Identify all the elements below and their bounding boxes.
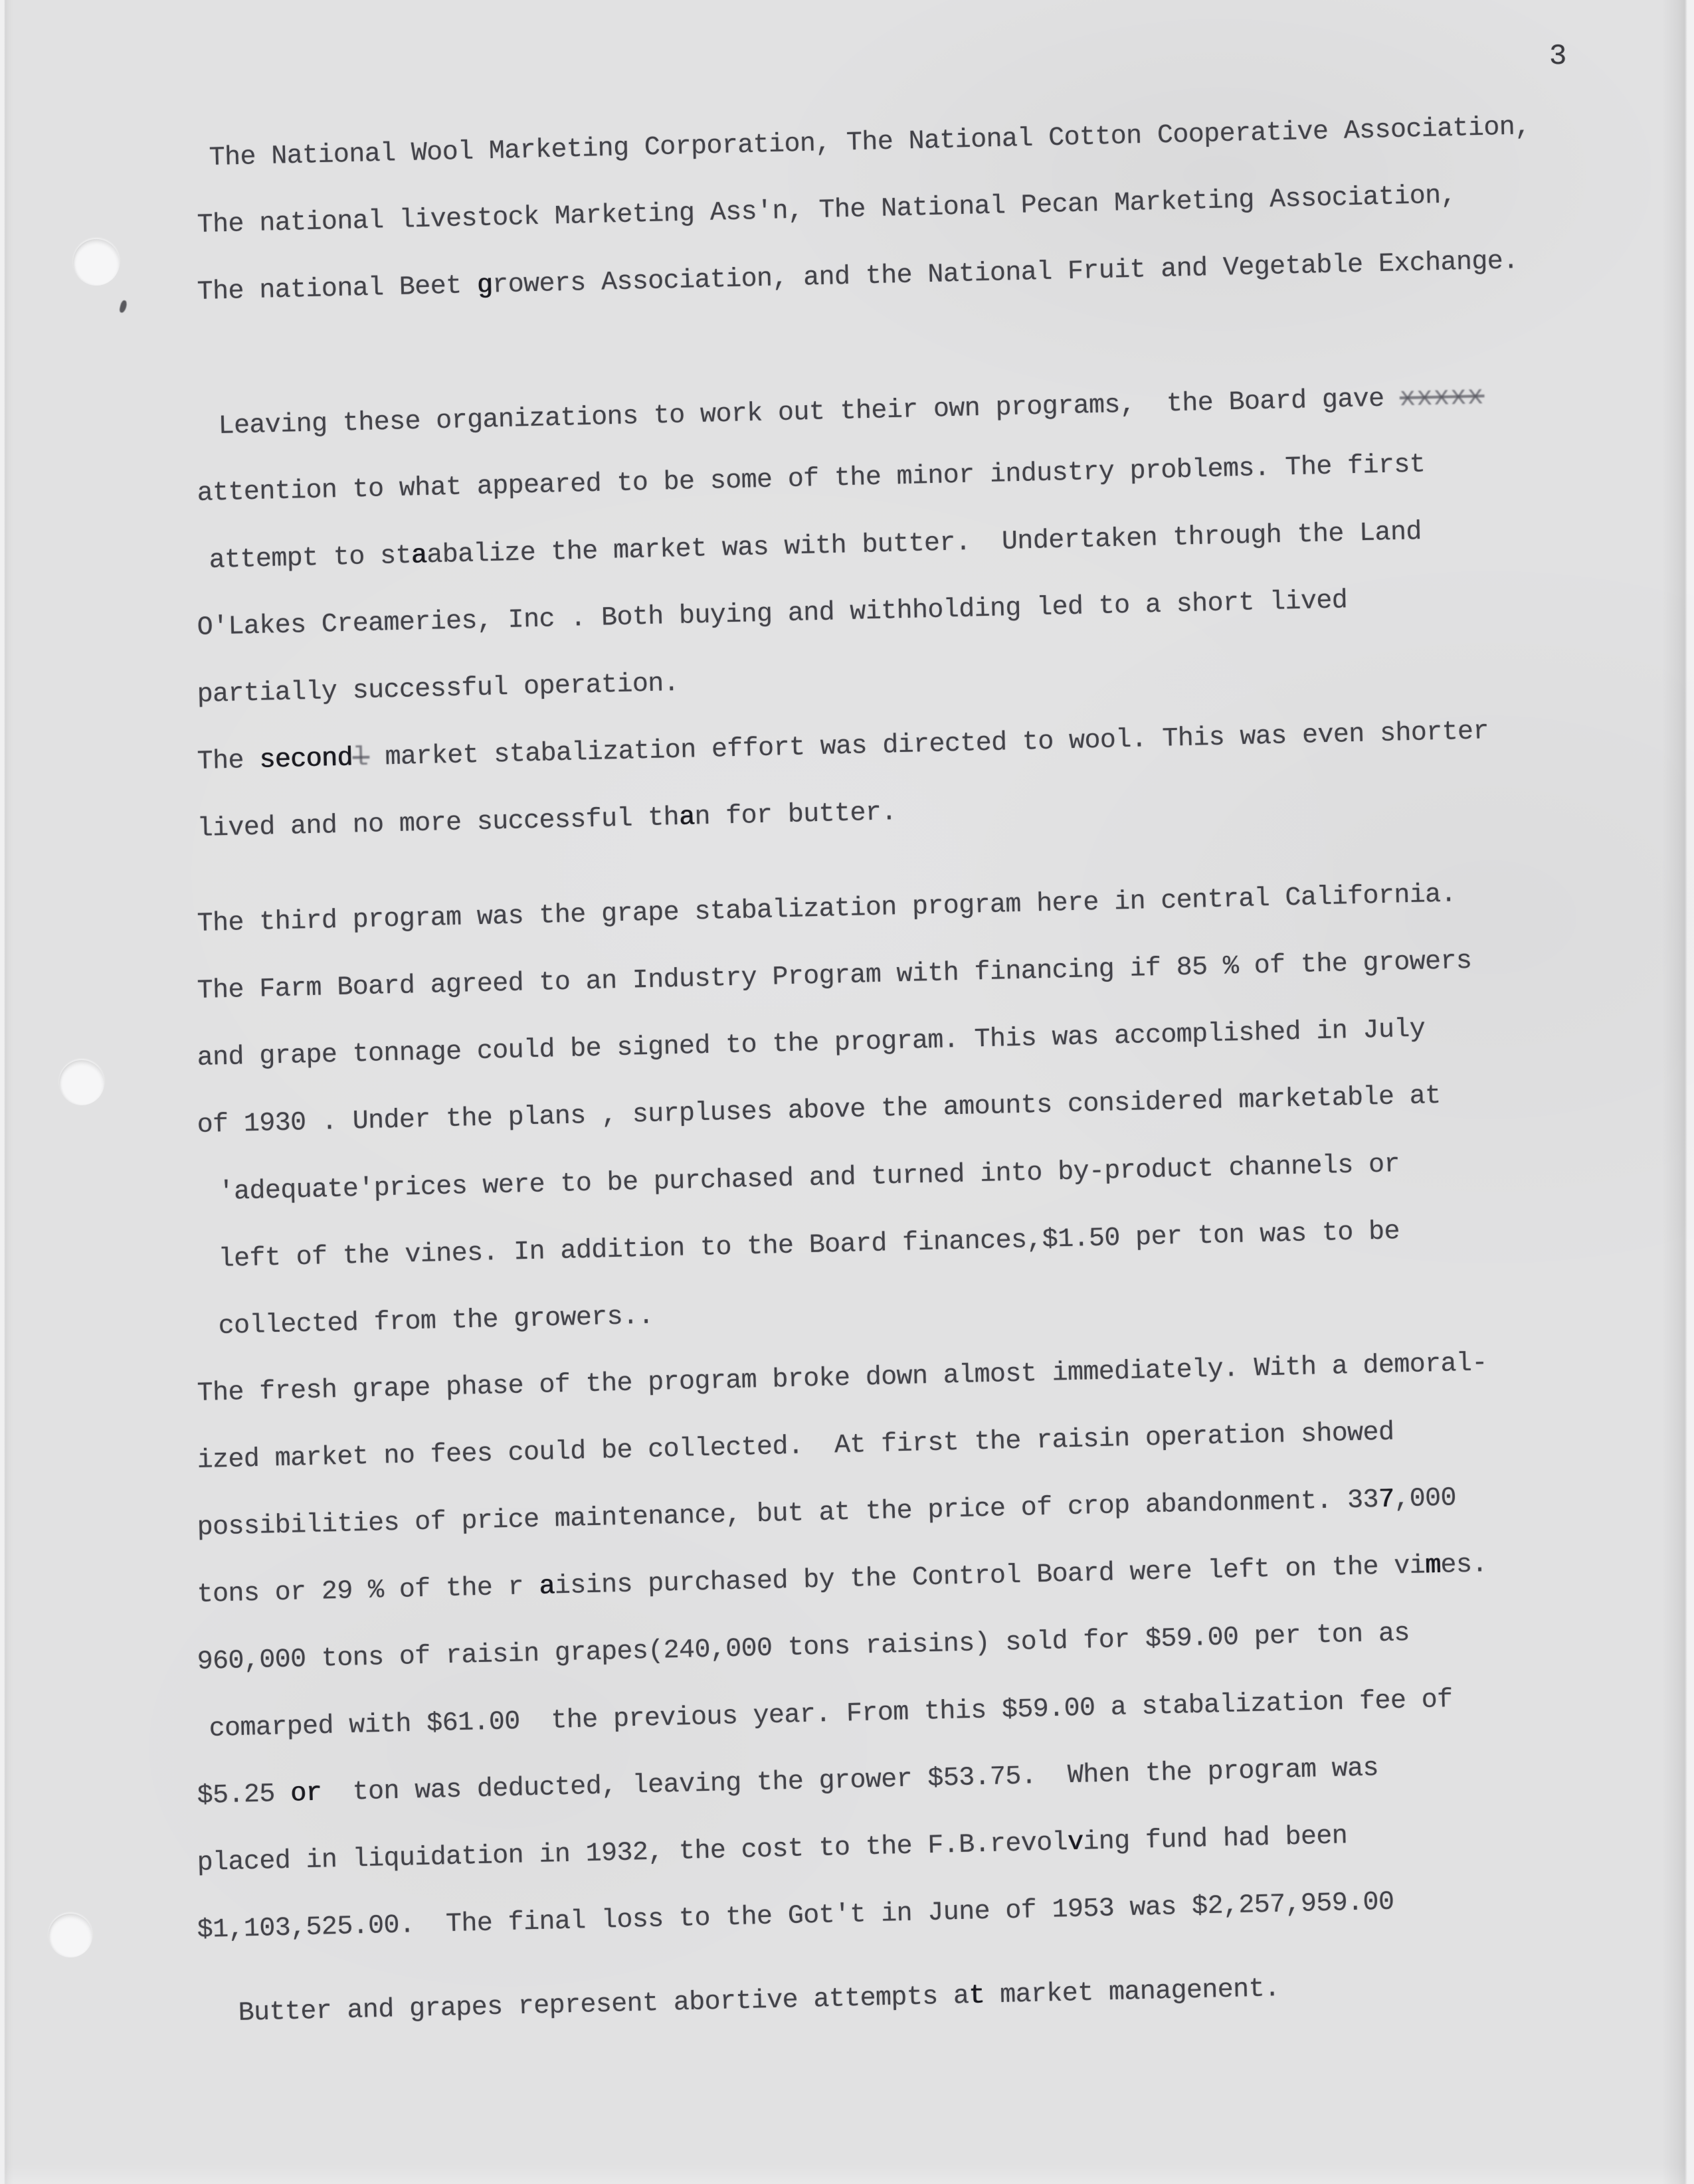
- text-segment: and grape tonnage could be signed to the program. This was accomplished in July: [197, 1014, 1426, 1073]
- text-segment: lived and no more successful th: [197, 802, 680, 844]
- text-segment: market stabalization effort was directed to wool. This was even shorter: [369, 717, 1489, 773]
- text-segment: n for butter.: [694, 798, 897, 833]
- text-segment: attention to what appeared to be some of the minor industry problems. The first: [197, 450, 1426, 509]
- text-segment: 960,000 tons of raisin grapes(240,000 tons raisins) sold for $59.00 per ton as: [197, 1619, 1410, 1677]
- text-segment: ing fund had been: [1082, 1821, 1348, 1858]
- text-segment: O'Lakes Creameries, Inc . Both buying and withholding led to a short lived: [197, 586, 1348, 643]
- text-segment: partially successful operation.: [197, 668, 680, 710]
- struck-out-text: xxxxx: [1399, 382, 1485, 414]
- text-segment: collected from the growers..: [218, 1301, 654, 1342]
- hole-punch-bottom: [48, 1914, 92, 1957]
- text-segment: 'adequate'prices were to be purchased and turned into by-product channels or: [218, 1150, 1400, 1208]
- paragraph: [197, 1974, 1586, 2047]
- text-segment: abalize the market was with butter. Undertaken through the Land: [426, 517, 1422, 571]
- text-segment: a: [538, 1572, 555, 1602]
- text-segment: tons or 29 % of the r: [197, 1572, 540, 1610]
- text-segment: second: [258, 743, 353, 776]
- paragraph: [197, 112, 1586, 326]
- text-segment: or: [290, 1778, 322, 1809]
- text-segment: isins purchased by the Control Board were left on the vi: [554, 1551, 1426, 1602]
- stray-ink-mark: [119, 300, 128, 314]
- text-segment: The third program was the grape stabalization program here in central California.: [197, 879, 1457, 939]
- struck-out-text: l: [352, 743, 370, 774]
- text-segment: The Farm Board agreed to an Industry Program with financing if 85 % of the growers: [197, 946, 1472, 1006]
- text-segment: The fresh grape phase of the program broke down almost immediately. With a demoral-: [197, 1348, 1488, 1409]
- text-segment: a: [678, 802, 696, 833]
- text-segment: ton was deducted, leaving the grower $53.75. When the program was: [321, 1754, 1379, 1809]
- paragraph: [197, 382, 1586, 863]
- text-segment: The national Beet: [197, 271, 478, 308]
- text-segment: Butter and grapes represent abortive attempts a: [238, 1981, 969, 2029]
- text-segment: of 1930 . Under the plans , surpluses above the amounts considered marketable at: [197, 1081, 1442, 1140]
- text-segment: The National Wool Marketing Corporation, The National Cotton Cooperative Association,: [209, 112, 1531, 173]
- paragraph: [197, 879, 1586, 1964]
- text-segment: left of the vines. In addition to the Board finances,$1.50 per ton was to be: [218, 1217, 1400, 1275]
- text-segment: placed in liquidation in 1932, the cost to the F.B.revol: [197, 1828, 1068, 1878]
- text-segment: t: [968, 1981, 985, 2012]
- page-number: 3: [1549, 40, 1567, 73]
- text-segment: m: [1424, 1550, 1442, 1582]
- hole-punch-top: [73, 239, 120, 286]
- text-segment: a: [411, 541, 427, 571]
- text-segment: $1,103,525.00. The final loss to the Got't in June of 1953 was $2,257,959.00: [197, 1887, 1394, 1946]
- text-segment: attempt to st: [209, 541, 412, 576]
- typed-text: [197, 112, 1586, 2047]
- text-segment: The: [197, 745, 260, 777]
- hole-punch-middle: [59, 1060, 104, 1105]
- text-segment: ized market no fees could be collected. At first the raisin operation showed: [197, 1417, 1394, 1476]
- text-segment: possibilities of price maintenance, but at the price of crop abandonment. 33: [197, 1485, 1379, 1543]
- text-segment: 7: [1378, 1485, 1394, 1516]
- text-segment: market managenent.: [984, 1974, 1280, 2011]
- text-segment: g: [476, 270, 493, 302]
- text-segment: comarped with $61.00 the previous year. From this $59.00 a stabalization fee of: [209, 1684, 1454, 1744]
- text-segment: Leaving these organizations to work out their own programs, the Board gave: [218, 384, 1400, 442]
- text-segment: v: [1067, 1827, 1083, 1859]
- text-segment: The national livestock Marketing Ass'n, The National Pecan Marketing Association,: [197, 181, 1457, 240]
- text-segment: $5.25: [197, 1779, 291, 1811]
- text-segment: es.: [1440, 1550, 1488, 1581]
- text-segment: rowers Association, and the National Fruit and Vegetable Exchange.: [492, 246, 1519, 301]
- text-segment: ,000: [1393, 1483, 1457, 1515]
